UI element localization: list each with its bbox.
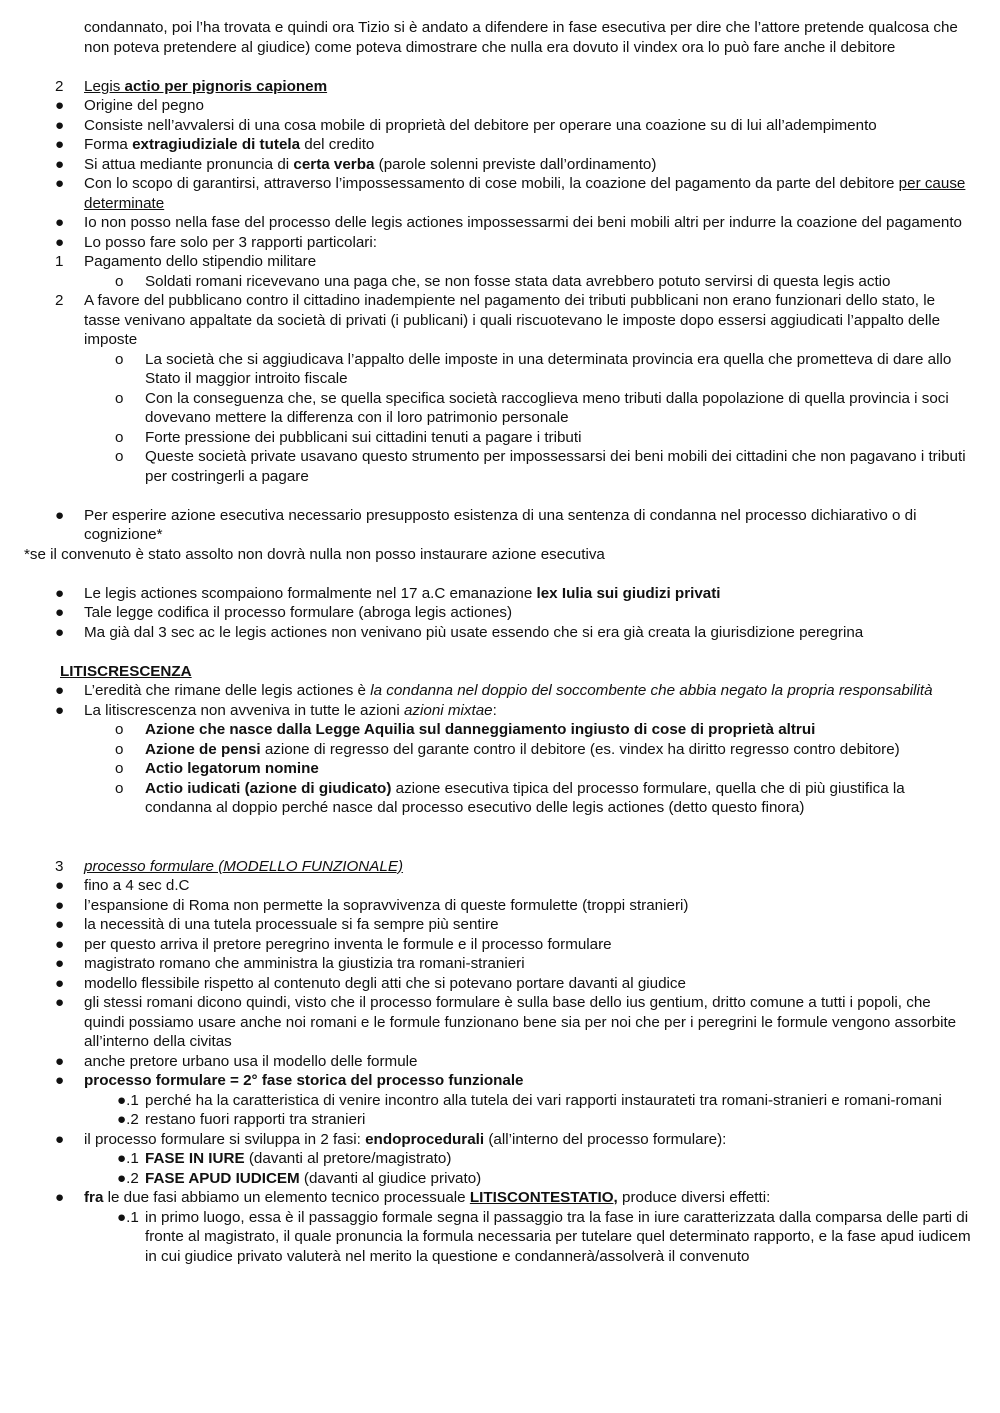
sub-bullet-icon: o	[115, 779, 124, 797]
bullet-icon: ●	[55, 896, 65, 914]
sub-list-item: o Forte pressione dei pubblicani sui cittadini tenuti a pagare i tributi	[115, 428, 582, 446]
sub-bullet-icon: o	[115, 448, 124, 465]
list-item: ● Con lo scopo di garantirsi, attraverso l’impossessamento di cose mobili, la coazione del pagamento da parte del debitore per cause determinate	[55, 175, 966, 212]
list-item: ● Le legis actiones scompaiono formalmente nel 17 a.C emanazione lex Iulia sui giudizi privati	[55, 584, 721, 602]
list-item: ● Ma già dal 3 sec ac le legis actiones non venivano più usate essendo che si era già creata la giurisdizione peregrina	[55, 623, 864, 641]
list-item: ● Consiste nell’avvalersi di una cosa mobile di proprietà del debitore per operare una coazione su di lui all’adempimento	[55, 116, 877, 134]
list-item: ● gli stessi romani dicono quindi, visto che il processo formulare è sulla base dello ius gentium, dritto comune a tutti i popoli, che quindi possiamo usare anche noi romani e le formule funzionano bene sia per noi che per i peregrini le formule vengono assorbite all’interno della civitas	[55, 994, 957, 1050]
sub-list-item: o Azione de pensi azione di regresso del garante contro il debitore (es. vindex ha diritto regresso contro debitore)	[115, 740, 900, 758]
sub-list-item: o Queste società private usavano questo strumento per impossessarsi dei beni mobili dei cittadini che non pagavano i tributi per costringerli a pagare	[115, 448, 966, 485]
item-number: 1	[55, 253, 64, 270]
bullet-icon: ●	[55, 701, 65, 719]
bullet-icon: ●	[55, 233, 65, 251]
bullet-icon: ●	[55, 974, 65, 992]
section-2-heading: 2 Legis actio per pignoris capionem	[55, 77, 328, 95]
sub-item-number: ●.2	[117, 1169, 139, 1187]
bullet-icon: ●	[55, 916, 65, 933]
sub-list-item: o Soldati romani ricevevano una paga che, se non fosse stata data avrebbero potuto servirsi di questa legis actio	[115, 272, 891, 290]
list-item: ● il processo formulare si sviluppa in 2 fasi: endoprocedurali (all’interno del processo formulare):	[55, 1130, 727, 1148]
sub-item-number: ●.1	[117, 1208, 139, 1226]
list-item: ● Io non posso nella fase del processo delle legis actiones impossessarmi dei beni mobili altri per indurre la coazione del pagamento	[55, 214, 962, 231]
sub-list-item: o La società che si aggiudicava l’appalto delle imposte in una determinata provincia era quella che prometteva di dare allo Stato il maggior introito fiscale	[115, 350, 952, 387]
item-number: 2	[55, 292, 64, 309]
bullet-icon: ●	[55, 604, 65, 621]
sub-bullet-icon: o	[115, 272, 124, 290]
sub-list-item: o Azione che nasce dalla Legge Aquilia sul danneggiamento ingiusto di cose di proprietà altrui	[115, 721, 816, 738]
list-item: ● la necessità di una tutela processuale si fa sempre più sentire	[55, 916, 499, 933]
bullet-icon: ●	[55, 97, 65, 114]
list-item: ● l’espansione di Roma non permette la sopravvivenza di queste formulette (troppi stranieri)	[55, 896, 689, 914]
bullet-icon: ●	[55, 155, 65, 173]
litiscrescenza-heading: LITISCRESCENZA	[60, 662, 192, 680]
sub-item-number: ●.2	[117, 1111, 139, 1128]
sub-list-item: o Actio legatorum nomine	[115, 760, 319, 777]
bullet-icon: ●	[55, 584, 65, 602]
bullet-icon: ●	[55, 1072, 65, 1089]
list-item: ● per questo arriva il pretore peregrino inventa le formule e il processo formulare	[55, 935, 612, 953]
section-number: 3	[55, 857, 64, 875]
bullet-icon: ●	[55, 955, 65, 972]
list-item: ● fino a 4 sec d.C	[55, 877, 190, 894]
bullet-icon: ●	[55, 877, 65, 894]
bullet-icon: ●	[55, 682, 65, 699]
sub-item-number: ●.1	[117, 1091, 139, 1109]
sub-bullet-icon: o	[115, 721, 124, 738]
sub-list-item: o Actio iudicati (azione di giudicato) azione esecutiva tipica del processo formulare, quella che di più giustifica la condanna al doppio perché nasce dal processo esecutivo delle legis actiones (detto questo finora)	[115, 779, 905, 816]
intro-paragraph: condannato, poi l’ha trovata e quindi ora Tizio si è andato a difendere in fase esecutiva per dire che l’attore pretende qualcosa che non poteva pretendere al giudice) come poteva dimostrare che nulla era dovuto il vindex ora lo può fare anche il debitore	[84, 19, 958, 56]
list-item: ● processo formulare = 2° fase storica del processo funzionale	[55, 1072, 524, 1089]
list-item: ● anche pretore urbano usa il modello delle formule	[55, 1052, 418, 1070]
footnote: *se il convenuto è stato assolto non dovrà nulla non posso instaurare azione esecutiva	[24, 545, 605, 563]
sub-list-item: ●.1 perché ha la caratteristica di venire incontro alla tutela dei vari rapporti instaurateti tra romani-stranieri e romani-romani	[117, 1091, 942, 1109]
list-item: ● La litiscrescenza non avveniva in tutte le azioni azioni mixtae:	[55, 701, 497, 719]
bullet-icon: ●	[55, 994, 65, 1011]
list-item: ● Forma extragiudiziale di tutela del credito	[55, 136, 375, 153]
sub-bullet-icon: o	[115, 760, 124, 777]
sub-list-item: ●.2 FASE APUD IUDICEM (davanti al giudice privato)	[117, 1169, 482, 1187]
sub-list-item: ●.1 in primo luogo, essa è il passaggio formale segna il passaggio tra la fase in iure caratterizzata dalla comparsa delle parti di fronte al magistrato, il quale pronuncia la formula necessaria per tutelare quel determinato rapporto, e la fase apud iudicem in cui giudice privato valuterà nel merito la questione e condannerà/assolverà il convenuto	[117, 1208, 971, 1265]
sub-bullet-icon: o	[115, 428, 124, 446]
list-item: ● modello flessibile rispetto al contenuto degli atti che si potevano portare davanti al giudice	[55, 974, 686, 992]
section-3-heading: 3 processo formulare (MODELLO FUNZIONALE)	[55, 857, 404, 875]
list-item: ● Si attua mediante pronuncia di certa verba (parole solenni previste dall’ordinamento)	[55, 155, 657, 173]
list-item: ● Per esperire azione esecutiva necessario presupposto esistenza di una sentenza di condanna nel processo dichiarativo o di cognizione*	[55, 506, 917, 543]
sub-list-item: ●.1 FASE IN IURE (davanti al pretore/magistrato)	[117, 1150, 452, 1167]
sub-bullet-icon: o	[115, 350, 124, 368]
sub-list-item: o Con la conseguenza che, se quella specifica società raccoglieva meno tributi dalla popolazione di quella provincia i soci dovevano mettere la differenza con il loro patrimonio personale	[115, 389, 949, 426]
bullet-icon: ●	[55, 935, 65, 953]
sub-bullet-icon: o	[115, 389, 124, 407]
bullet-icon: ●	[55, 1189, 65, 1206]
sub-bullet-icon: o	[115, 740, 124, 758]
sub-item-number: ●.1	[117, 1150, 139, 1167]
sub-list-item: ●.2 restano fuori rapporti tra stranieri	[117, 1111, 366, 1128]
list-item: ● fra le due fasi abbiamo un elemento tecnico processuale LITISCONTESTATIO, produce diversi effetti:	[55, 1189, 771, 1206]
list-item: ● L’eredità che rimane delle legis actiones è la condanna nel doppio del soccombente che abbia negato la propria responsabilità	[55, 682, 933, 699]
list-item: ● Tale legge codifica il processo formulare (abroga legis actiones)	[55, 604, 512, 621]
bullet-icon: ●	[55, 175, 65, 192]
bullet-icon: ●	[55, 136, 65, 153]
section-number: 2	[55, 77, 64, 95]
bullet-icon: ●	[55, 1052, 65, 1070]
bullet-icon: ●	[55, 116, 65, 134]
bullet-icon: ●	[55, 623, 65, 641]
list-item: ● Lo posso fare solo per 3 rapporti particolari:	[55, 233, 377, 251]
numbered-item: 1 Pagamento dello stipendio militare	[55, 253, 317, 270]
list-item: ● magistrato romano che amministra la giustizia tra romani-stranieri	[55, 955, 525, 972]
document-page	[0, 18, 1000, 1266]
bullet-icon: ●	[55, 1130, 65, 1148]
list-item: ● Origine del pegno	[55, 97, 204, 114]
numbered-item: 2 A favore del pubblicano contro il cittadino inadempiente nel pagamento dei tributi pubblicani non erano funzionari dello stato, le tasse venivano appaltate da società di privati (i publicani) i quali riscuotevano le imposte dopo essersi aggiudicati l’appalto delle imposte	[55, 292, 941, 348]
bullet-icon: ●	[55, 506, 65, 524]
bullet-icon: ●	[55, 214, 65, 231]
